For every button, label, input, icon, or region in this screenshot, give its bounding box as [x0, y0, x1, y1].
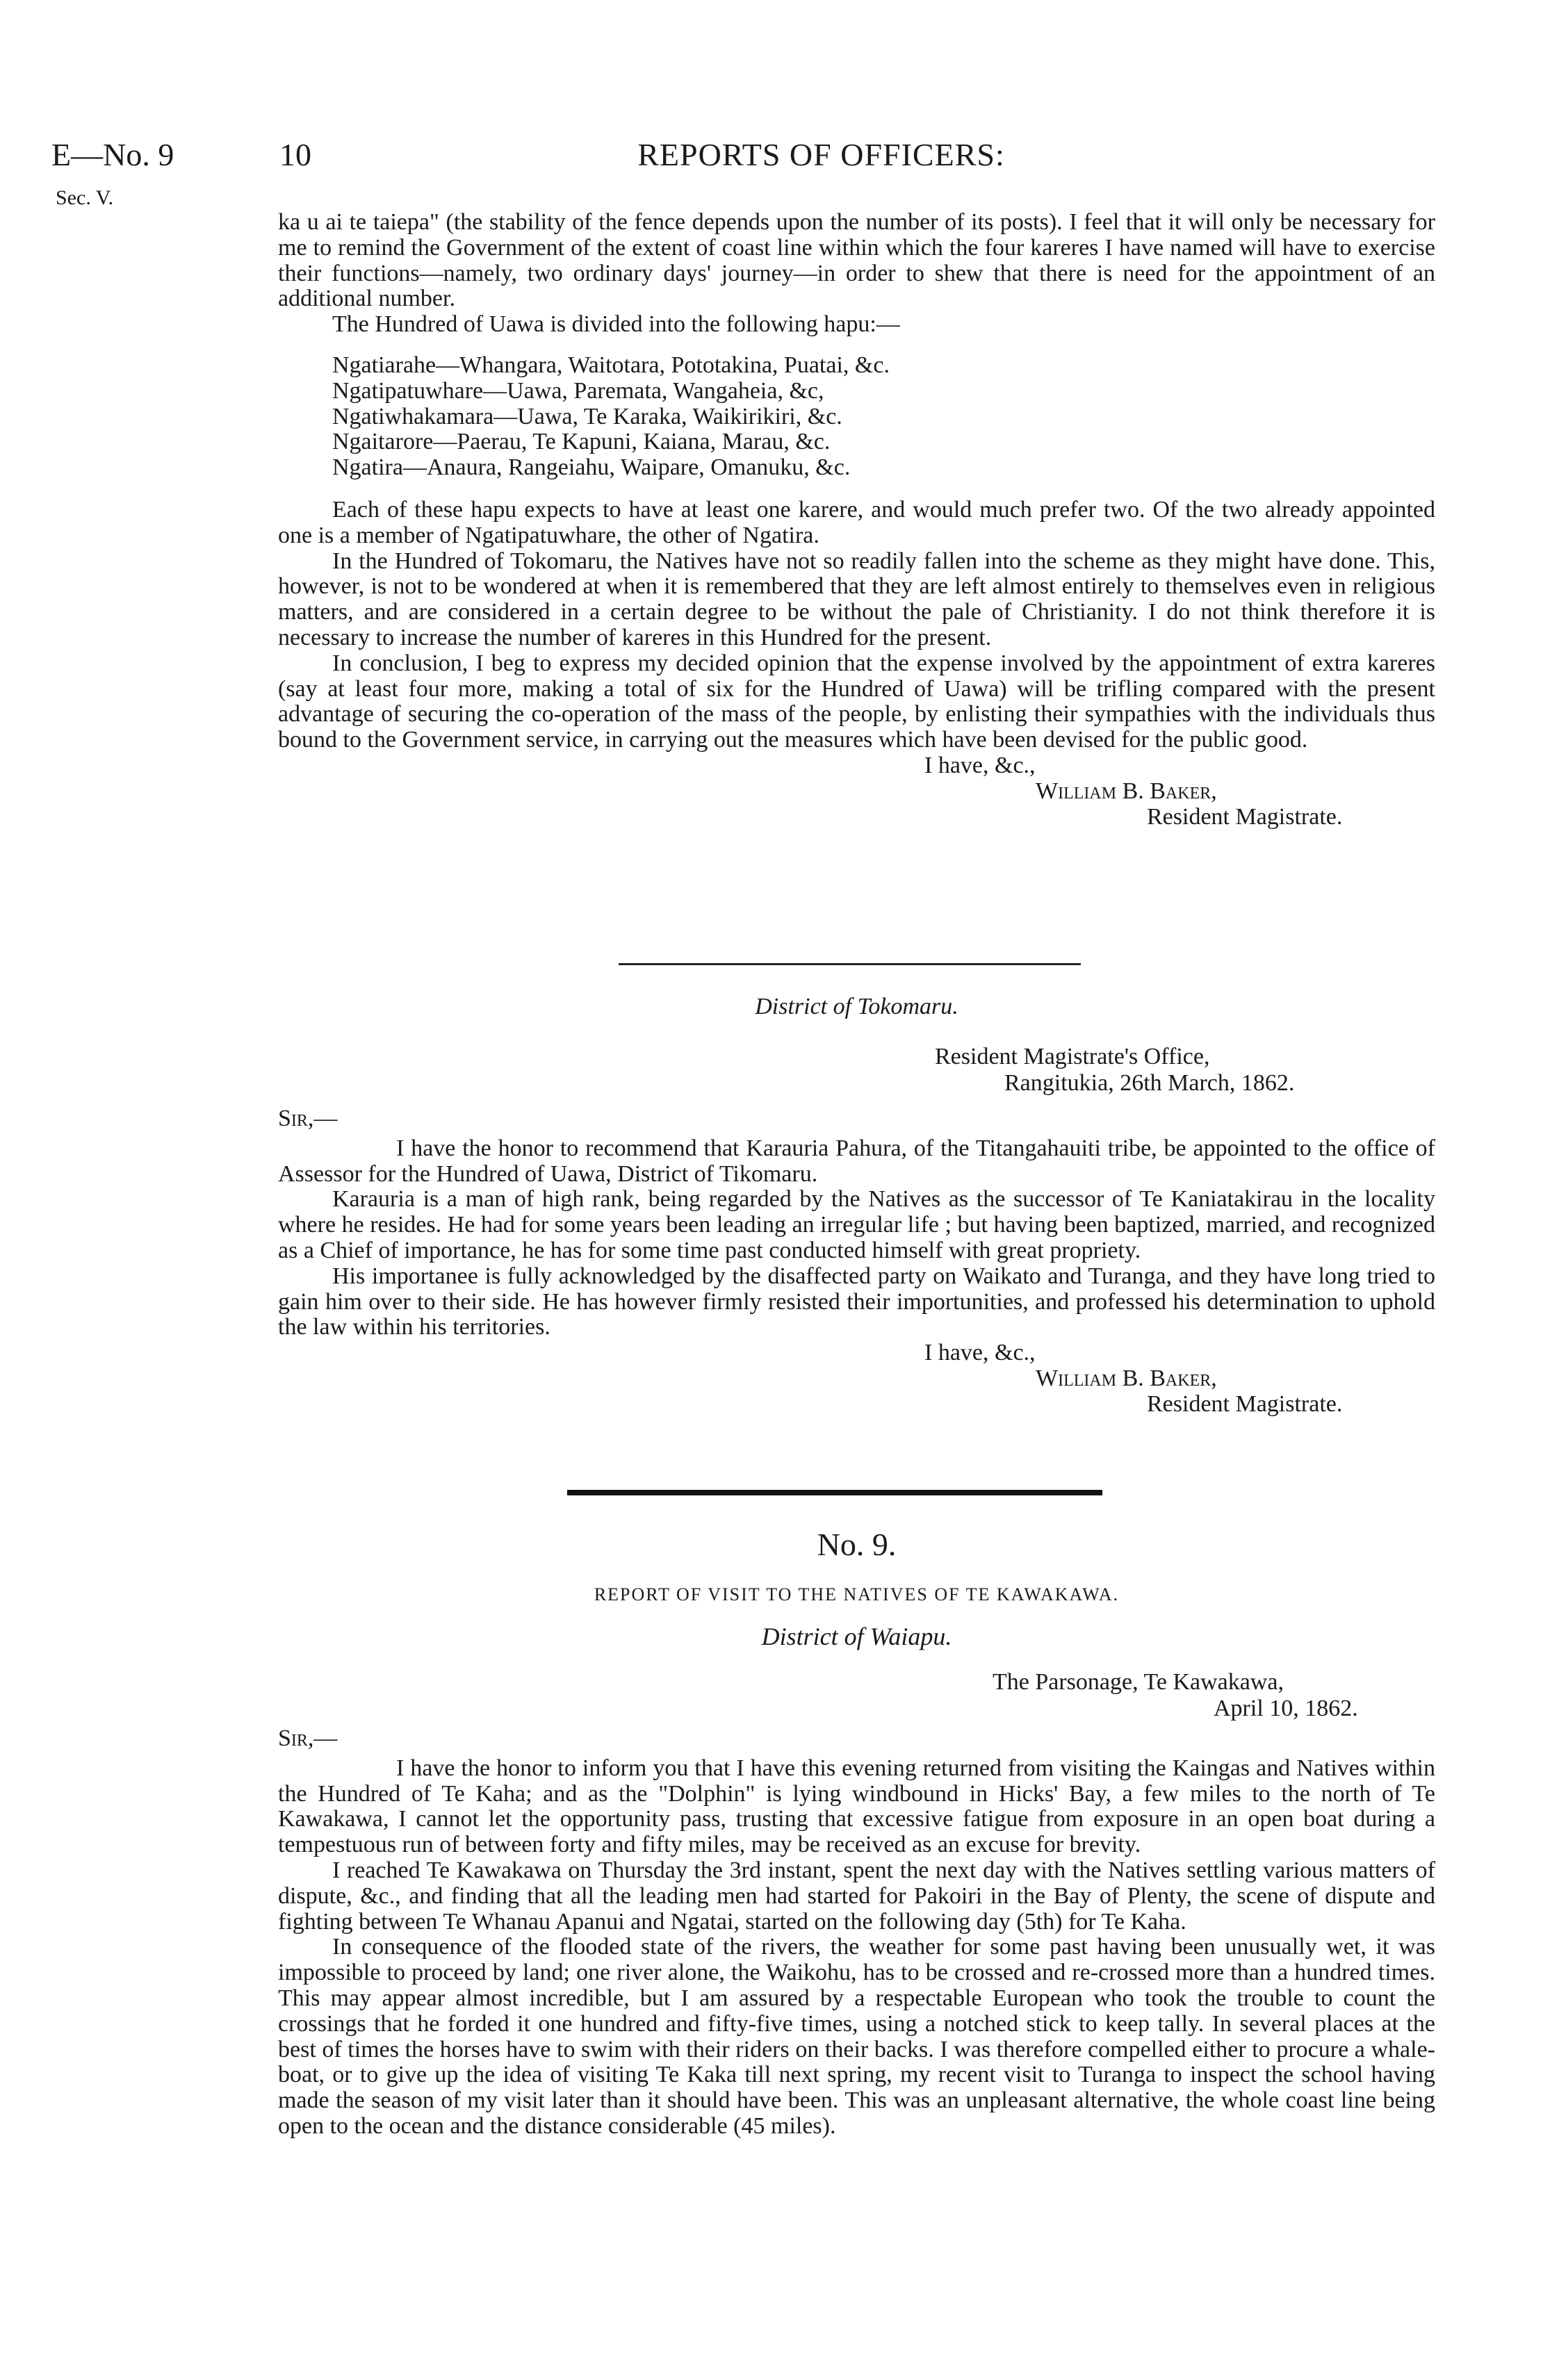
page-number: 10	[279, 137, 311, 172]
salutation: Sir,—	[278, 1106, 338, 1131]
place-line: The Parsonage, Te Kawakawa,	[993, 1669, 1284, 1695]
letter-body	[278, 1106, 1435, 1418]
report-continuation	[278, 210, 1435, 830]
paragraph: In the Hundred of Tokomaru, the Natives have not so readily fallen into the scheme as they might have done. This, however, is not to be wondered at when it is remembered that they are left almost entirely to themselves even in religious matters, and are considered in a certain degree to be without the pale of Christianity. I do not think therefore it is necessary to increase the number of kareres in this Hundred for the present.	[278, 548, 1435, 650]
list-item: Ngatira—Anaura, Rangeiahu, Waipare, Omanuku, &c.	[332, 454, 851, 481]
signature-name: William B. Baker,	[1036, 778, 1217, 804]
office-line: Resident Magistrate's Office,	[935, 1044, 1210, 1069]
paragraph: The Hundred of Uawa is divided into the following hapu:—	[332, 311, 900, 338]
paragraph: His importanee is fully acknowledged by the disaffected party on Waikato and Turanga, and they have long tried to gain him over to their side. He has however firmly resisted their importunities, and professed his determination to uphold the law within his territories.	[278, 1263, 1435, 1340]
paragraph: I reached Te Kawakawa on Thursday the 3rd instant, spent the next day with the Natives settling various matters of dispute, &c., and finding that all the leading men had started for Pakoiri in the Bay of Plenty, the scene of dispute and fighting between Te Whanau Apanui and Ngatai, started on the following day (5th) for Te Kaha.	[278, 1857, 1435, 1935]
document-reference: E—No. 9	[51, 137, 174, 172]
signature-title: Resident Magistrate.	[1147, 1390, 1343, 1417]
list-item: Ngatiarahe—Whangara, Waitotara, Pototakina, Puatai, &c.	[332, 352, 890, 378]
divider-rule	[619, 963, 1081, 965]
closing: I have, &c.,	[924, 1340, 1036, 1366]
date-line: April 10, 1862.	[1214, 1696, 1358, 1721]
closing: I have, &c.,	[924, 752, 1036, 778]
salutation: Sir,—	[278, 1725, 338, 1751]
signature-title: Resident Magistrate.	[1147, 803, 1343, 830]
paragraph: In consequence of the flooded state of the rivers, the weather for some past having been unusually wet, it was impossible to proceed by land; one river alone, the Waikohu, has to be crossed and re-crossed more than a hundred times. This may appear almost incredible, but I am assured by a respectable European who took the trouble to count the crossings that he forded it one hundred and fifty-five times, using a notched stick to keep tally. In several places at the best of times the horses have to swim with their riders on their backs. I was therefore compelled either to procure a whale-boat, or to give up the idea of visiting Te Kaka till next spring, my recent visit to Turanga to inspect the school having made the season of my visit later than it should have been. This was an unpleasant alternative, the whole coast line being open to the ocean and the distance considerable (45 miles).	[278, 1934, 1435, 2139]
paragraph: In conclusion, I beg to express my decided opinion that the expense involved by the appointment of extra kareres (say at least four more, making a total of six for the Hundred of Uawa) will be trifling compared with the present advantage of securing the co-operation of the mass of the people, by enlisting their sympathies with the individuals thus bound to the Government service, in carrying out the measures which have been devised for the public good.	[278, 650, 1435, 753]
list-item: Ngatiwhakamara—Uawa, Te Karaka, Waikirikiri, &c.	[332, 403, 842, 429]
section-divider	[567, 1490, 1102, 1495]
paragraph: ka u ai te taiepa" (the stability of the fence depends upon the number of its posts). I feel that it will only be necessary for me to remind the Government of the extent of coast line within which the four kareres I have named will have to exercise their functions—namely, two ordinary days' journey—in order to shew that there is need for the appointment of an additional number.	[278, 209, 1435, 312]
paragraph: Karauria is a man of high rank, being regarded by the Natives as the successor of Te Kaniatakirau in the locality where he resides. He had for some years been leading an irregular life ; but having been baptized, married, and recognized as a Chief of importance, he has for some time past conducted himself with great propriety.	[278, 1186, 1435, 1263]
paragraph: Each of these hapu expects to have at least one karere, and would much prefer two. Of the two already appointed one is a member of Ngatipatuwhare, the other of Ngatira.	[278, 496, 1435, 548]
paragraph: I have the honor to recommend that Karauria Pahura, of the Titangahauiti tribe, be appointed to the office of Assessor for the Hundred of Uawa, District of Tikomaru.	[278, 1135, 1435, 1187]
letter-address	[993, 1669, 1358, 1722]
list-item: Ngaitarore—Paerau, Te Kapuni, Kaiana, Marau, &c.	[332, 429, 831, 455]
report-title: REPORT OF VISIT TO THE NATIVES OF TE KAWAKAWA.	[594, 1584, 1120, 1605]
letter-address	[935, 1044, 1294, 1097]
list-item: Ngatipatuwhare—Uawa, Paremata, Wangaheia, &c,	[332, 377, 824, 404]
section-label: Sec. V.	[56, 186, 114, 209]
district-heading: District of Waiapu.	[761, 1623, 952, 1650]
report-number: No. 9.	[817, 1527, 897, 1562]
report-body	[278, 1726, 1435, 2140]
district-heading: District of Tokomaru.	[755, 994, 958, 1019]
signature-name: William B. Baker,	[1036, 1365, 1217, 1391]
paragraph: I have the honor to inform you that I have this evening returned from visiting the Kaingas and Natives within the Hundred of Te Kaha; and as the "Dolphin" is lying windbound in Hicks' Bay, a few miles to the north of Te Kawakawa, I cannot let the opportunity pass, trusting that excessive fatigue from exposure in an open boat during a tempestuous run of between forty and fifty miles, may be received as an excuse for brevity.	[278, 1755, 1435, 1858]
place-date-line: Rangitukia, 26th March, 1862.	[1004, 1070, 1295, 1096]
hapu-list	[278, 353, 1435, 481]
running-title: REPORTS OF OFFICERS:	[637, 137, 1005, 172]
